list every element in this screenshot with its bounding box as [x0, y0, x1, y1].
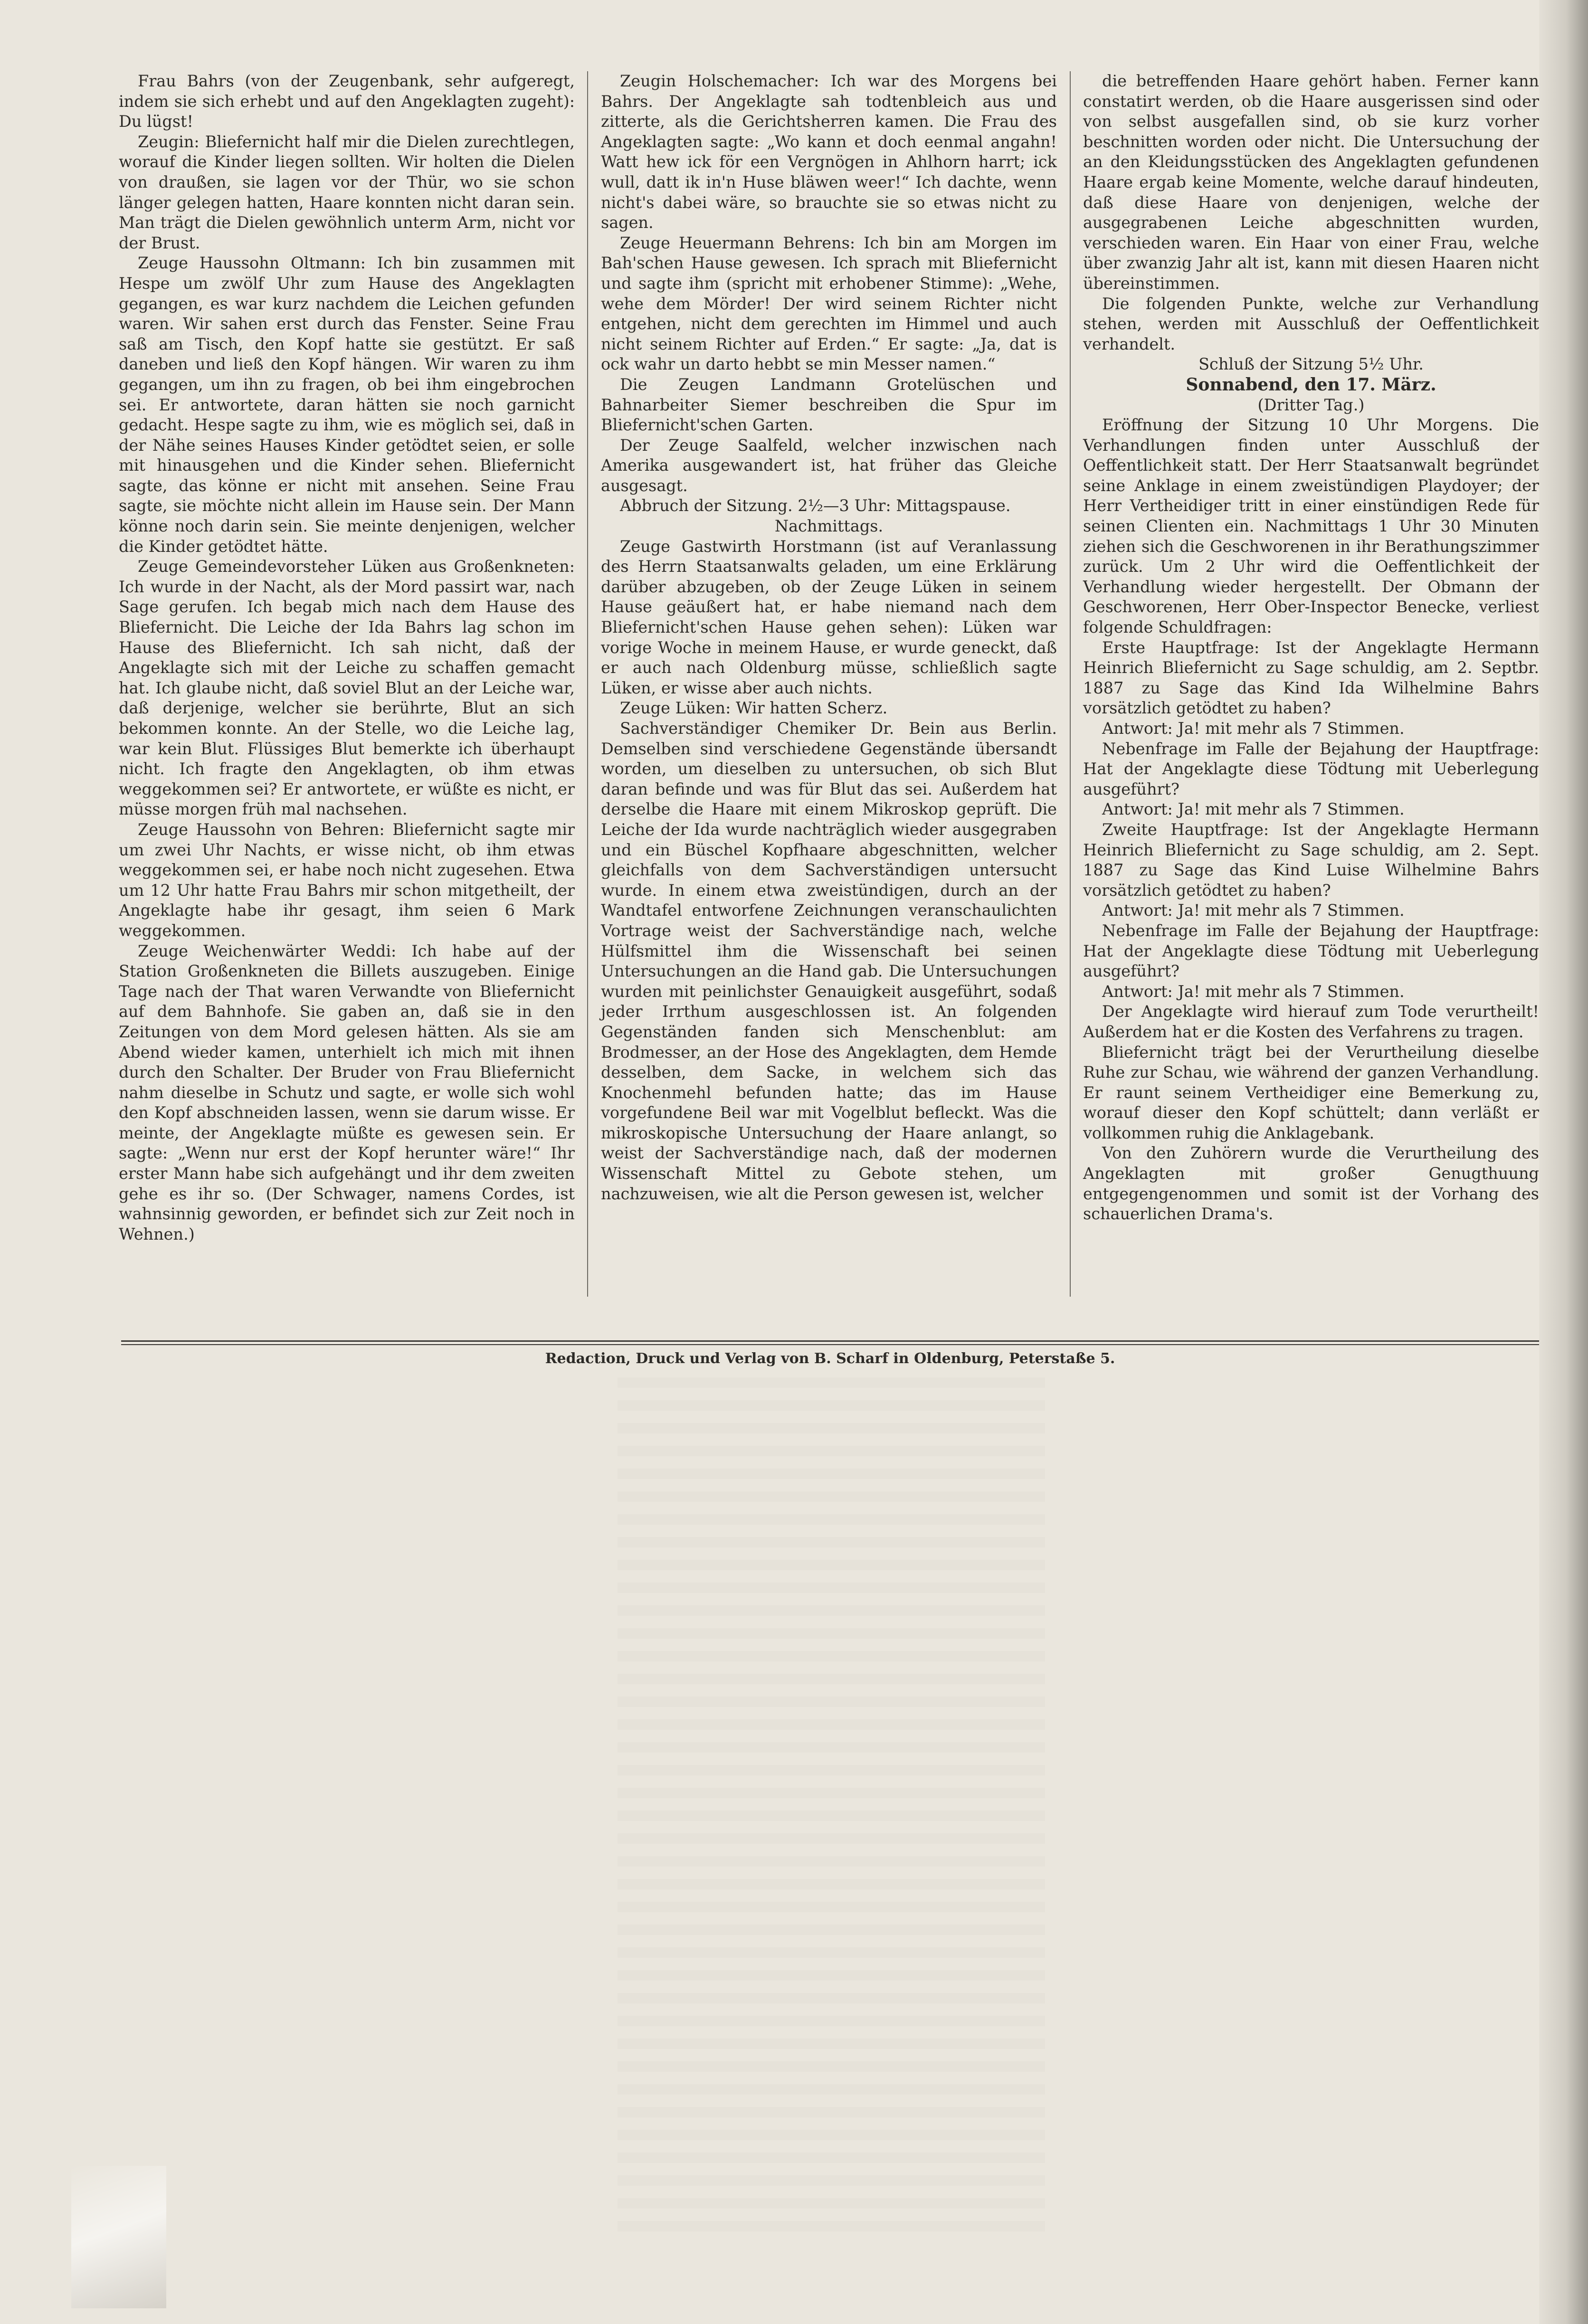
paragraph: Zeuge Weichenwärter Weddi: Ich habe auf der Station Großenkneten die Billets auszugeben. Einige Tage nach der That waren Verwandte von Bliefernicht auf dem Bahnhofe. Sie gaben an, daß sie in den Zeitungen von dem Mord gelesen hätten. Als sie am Abend wieder kamen, unterhielt ich mich mit ihnen durch den Schalter. Der Bruder von Frau Bliefernicht nahm dieselbe in Schutz und sagte, er wolle sich wohl den Kopf abschneiden lassen, wenn sie darum wisse. Er meinte, der Angeklagte müßte es gewesen sein. Er sagte: „Wenn nur erst der Kopf herunter wäre!“ Ihr erster Mann habe sich aufgehängt und ihr dem zweiten gehe es ihr so. (Der Schwager, namens Cordes, ist wahnsinnig geworden, er befindet sich zur Zeit noch in Wehnen.) — [119, 941, 575, 1243]
verdict-paragraph: Der Angeklagte wird hierauf zum Tode verurtheilt! Außerdem hat er die Kosten des Verfahrens zu tragen. — [1083, 1002, 1539, 1041]
paragraph: Zeuge Heuermann Behrens: Ich bin am Morgen im Bah'schen Hause gewesen. Ich sprach mit Bliefernicht und sagte ihm (spricht mit erhobener Stimme): „Wehe, wehe dem Mörder! Der wird seinem Richter nicht entgehen, nicht dem gerechten im Himmel und auch nicht seinem Richter auf Erden.“ Er sagte: „Ja, dat is ock wahr un darto hebbt se min Messer namen.“ — [601, 233, 1057, 374]
column-3 — [1083, 71, 1539, 1224]
paragraph: Sachverständiger Chemiker Dr. Bein aus Berlin. Demselben sind verschiedene Gegenstände übersandt worden, um dieselben zu untersuchen, ob sich Blut daran befinde und was für Blut das sei. Außerdem hat derselbe die Haare mit einem Mikroskop geprüft. Die Leiche der Ida wurde nachträglich wieder ausgegraben und ein Büschel Kopfhaare abgeschnitten, welcher gleichfalls von dem Sachverständigen untersucht wurde. In einem etwa zweistündigen, durch an der Wandtafel entworfene Zeichnungen veranschaulichten Vortrage weist der Sachverständige nach, welche Hülfsmittel ihm die Wissenschaft bei seinen Untersuchungen an die Hand gab. Die Untersuchungen wurden mit peinlichster Genauigkeit ausgeführt, sodaß jeder Irrthum ausgeschlossen ist. An folgenden Gegenständen fanden sich Menschenblut: am Brodmesser, an der Hose des Angeklagten, dem Hemde desselben, dem Sacke, in welchem sich das Knochenmehl befunden hatte; das im Hause vorgefundene Beil war mit Vogelblut befleckt. Was die mikroskopische Untersuchung der Haare anlangt, so weist der Sachverständige nach, daß der modernen Wissenschaft Mittel zu Gebote stehen, um nachzuweisen, wie alt die Person gewesen ist, welcher — [601, 719, 1057, 1203]
session-close-note: Schluß der Sitzung 5½ Uhr. — [1198, 355, 1424, 374]
column-2 — [601, 71, 1057, 1204]
column-divider — [1070, 71, 1071, 1297]
section-heading-nachmittags: Nachmittags. — [774, 517, 884, 536]
paragraph: Erste Hauptfrage: Ist der Angeklagte Hermann Heinrich Bliefernicht zu Sage schuldig, am 2. Septbr. 1887 zu Sage das Kind Ida Wilhelmine Bahrs vorsätzlich getödtet zu haben? — [1083, 638, 1539, 718]
page-edge-shadow — [1539, 0, 1588, 2324]
paragraph: Abbruch der Sitzung. 2½—3 Uhr: Mittagspause. — [620, 496, 1011, 515]
paragraph: Nebenfrage im Falle der Bejahung der Hauptfrage: Hat der Angeklagte diese Tödtung mit Ueberlegung ausgeführt? — [1083, 739, 1539, 798]
paragraph: Zeuge Haussohn Oltmann: Ich bin zusammen mit Hespe um zwölf Uhr zum Hause des Angeklagten gegangen, es war kurz nachdem die Leichen gefunden waren. Wir sahen erst durch das Fenster. Seine Frau saß am Tisch, den Kopf hatte sie gestützt. Er saß daneben und ließ den Kopf hängen. Wir waren zu ihm gegangen, um ihn zu fragen, ob bei ihm eingebrochen sei. Er antwortete, daran hätten sie noch garnicht gedacht. Hespe sagte zu ihm, wie es möglich sei, daß in der Nähe seines Hauses Kinder getödtet seien, er solle mit hinausgehen und die Kinder sehen. Bliefernicht sagte, das könne er nicht mit ansehen. Seine Frau sagte, sie möchte nicht allein im Hause sein. Der Mann könne noch darin sein. Sie meinte denjenigen, welcher die Kinder getödtet hätte. — [119, 254, 575, 556]
paragraph: Antwort: Ja! mit mehr als 7 Stimmen. — [1102, 719, 1405, 738]
paragraph: Von den Zuhörern wurde die Verurtheilung des Angeklagten mit großer Genugthuung entgegengenommen und somit ist der Vorhang des schauerlichen Drama's. — [1083, 1144, 1539, 1224]
paragraph: Die Zeugen Landmann Grotelüschen und Bahnarbeiter Siemer beschreiben die Spur im Bliefernicht'schen Garten. — [601, 375, 1057, 435]
column-1 — [119, 71, 575, 1244]
footer-rule — [121, 1344, 1539, 1345]
paragraph: die betreffenden Haare gehört haben. Ferner kann constatirt werden, ob die Haare ausgerissen sind oder von selbst ausgefallen sind, ob sie kurz vorher beschnitten worden oder nicht. Die Untersuchung der an den Kleidungsstücken des Angeklagten gefundenen Haare ergab keine Momente, welche darauf hindeuten, daß diese Haare von denjenigen, welche der ausgegrabenen Leiche abgeschnitten wurden, verschieden waren. Ein Haar von einer Frau, welche über zwanzig Jahr alt ist, kann mit diesen Haaren nicht übereinstimmen. — [1083, 72, 1539, 293]
paragraph: Antwort: Ja! mit mehr als 7 Stimmen. — [1102, 982, 1405, 1001]
section-heading-date: Sonnabend, den 17. März. — [1186, 374, 1436, 395]
paragraph: Frau Bahrs (von der Zeugenbank, sehr aufgeregt, indem sie sich erhebt und auf den Angeklagten zugeht): Du lügst! — [119, 72, 575, 131]
paragraph: Zweite Hauptfrage: Ist der Angeklagte Hermann Heinrich Bliefernicht zu Sage schuldig, am 2. Sept. 1887 zu Sage das Kind Luise Wilhelmine Bahrs vorsätzlich getödtet zu haben? — [1083, 820, 1539, 900]
imprint-line: Redaction, Druck und Verlag von B. Scharf in Oldenburg, Peterstaße 5. — [545, 1350, 1115, 1367]
paragraph: Zeugin: Bliefernicht half mir die Dielen zurechtlegen, worauf die Kinder liegen sollten. Wir holten die Dielen von draußen, sie lagen vor der Thür, wo sie schon länger gelegen hatten, Haare konnten nicht daran sein. Man trägt die Dielen gewöhnlich unterm Arm, nicht vor der Brust. — [119, 132, 575, 252]
bleed-through-texture — [618, 1377, 1045, 2232]
paragraph: Nebenfrage im Falle der Bejahung der Hauptfrage: Hat der Angeklagte diese Tödtung mit Ueberlegung ausgeführt? — [1083, 921, 1539, 981]
section-subheading-day: (Dritter Tag.) — [1257, 395, 1365, 414]
paragraph: Zeuge Gastwirth Horstmann (ist auf Veranlassung des Herrn Staatsanwalts geladen, um eine Erklärung darüber abzugeben, ob der Zeuge Lüken in seinem Hause geäußert hat, er habe niemand nach dem Bliefernicht'schen Hause gehen sehen): Lüken war vorige Woche in meinem Hause, er wurde geneckt, daß er auch nach Oldenburg müsse, schließlich sagte Lüken, er wisse aber auch nichts. — [601, 537, 1057, 697]
paragraph: Der Zeuge Saalfeld, welcher inzwischen nach Amerika ausgewandert ist, hat früher das Gleiche ausgesagt. — [601, 436, 1057, 495]
paragraph: Zeuge Gemeindevorsteher Lüken aus Großenkneten: Ich wurde in der Nacht, als der Mord passirt war, nach Sage gerufen. Ich begab mich nach dem Hause des Bliefernicht. Die Leiche der Ida Bahrs lag schon im Hause des Bliefernicht. Ich sah nicht, daß der Angeklagte sich mit der Leiche zu schaffen gemacht hat. Ich glaube nicht, daß soviel Blut an der Leiche war, daß derjenige, welcher sie berührte, Blut an sich bekommen konnte. An der Stelle, wo die Leiche lag, war kein Blut. Flüssiges Blut bemerkte ich überhaupt nicht. Ich fragte den Angeklagten, ob ihm etwas weggekommen sei? Er antwortete, er wüßte es nicht, er müsse morgen früh mal nachsehen. — [119, 557, 575, 819]
paragraph: Zeuge Haussohn von Behren: Bliefernicht sagte mir um zwei Uhr Nachts, er wisse nicht, ob ihm etwas weggekommen sei, er habe noch nicht zugesehen. Etwa um 12 Uhr hatte Frau Bahrs mir schon mitgetheilt, der Angeklagte habe ihr gesagt, ihm seien 6 Mark weggekommen. — [119, 820, 575, 940]
paragraph: Antwort: Ja! mit mehr als 7 Stimmen. — [1102, 800, 1405, 819]
column-divider — [587, 71, 588, 1297]
paragraph: Eröffnung der Sitzung 10 Uhr Morgens. Die Verhandlungen finden unter Ausschluß der Oeffentlichkeit statt. Der Herr Staatsanwalt begründet seine Anklage in einem zweistündigen Playdoyer; der Herr Vertheidiger tritt in einer einstündigen Rede für seinen Clienten ein. Nachmittags 1 Uhr 30 Minuten ziehen sich die Geschworenen in ihr Berathungszimmer zurück. Um 2 Uhr wird die Oeffentlichkeit der Verhandlung wieder hergestellt. Der Obmann der Geschworenen, Herr Ober-Inspector Benecke, verliest folgende Schuldfragen: — [1083, 416, 1539, 637]
paragraph: Antwort: Ja! mit mehr als 7 Stimmen. — [1102, 901, 1405, 920]
paragraph: Zeuge Lüken: Wir hatten Scherz. — [620, 699, 888, 718]
paragraph: Die folgenden Punkte, welche zur Verhandlung stehen, werden mit Ausschluß der Oeffentlichkeit verhandelt. — [1083, 294, 1539, 353]
paragraph: Bliefernicht trägt bei der Verurtheilung dieselbe Ruhe zur Schau, wie während der ganzen Verhandlung. Er raunt seinem Vertheidiger eine Bemerkung zu, worauf dieser den Kopf schüttelt; dann verläßt er vollkommen ruhig die Anklagebank. — [1083, 1043, 1539, 1142]
folded-corner — [71, 2166, 166, 2308]
paragraph: Zeugin Holschemacher: Ich war des Morgens bei Bahrs. Der Angeklagte sah todtenbleich aus und zitterte, als die Gerichtsherren kamen. Die Frau des Angeklagten sagte: „Wo kann et doch eenmal angahn! Watt hew ick för een Vergnögen in Ahlhorn harrt; ick wull, datt ik in'n Huse bläwen weer!“ Ich dachte, wenn nicht's dabei wäre, so brauchte sie so etwas nicht zu sagen. — [601, 72, 1057, 232]
footer-rule — [121, 1340, 1539, 1342]
